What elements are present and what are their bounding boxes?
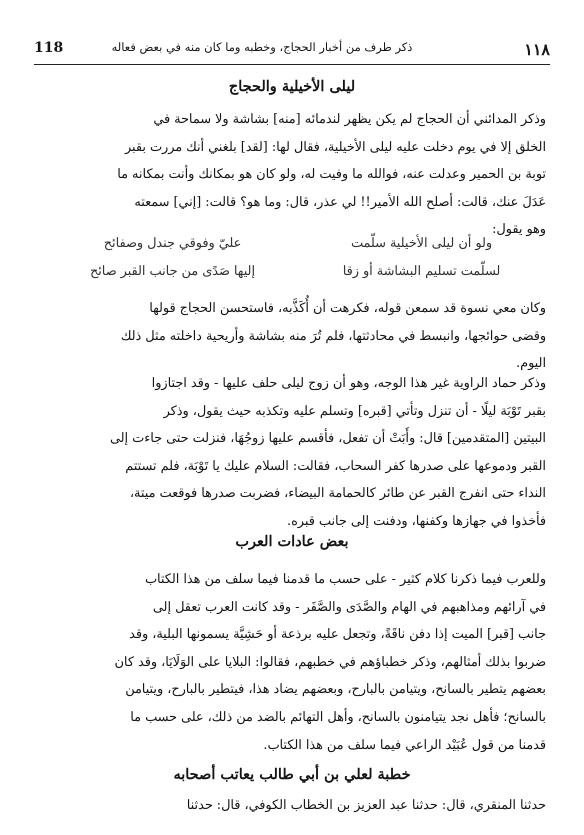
verse-line: [60, 236, 524, 258]
text-line: الخلق إلا في يوم دخلت عليه ليلى الأخيلية، فقال لها: [لقد] بلغني أنك مررت بقبر: [124, 139, 546, 155]
section-title-layla: ليلى الأخيلية والحجاج: [228, 78, 356, 95]
text-line: وللعرب فيما ذكرنا كلام كثير - على حسب ما قدمنا فيما سلف من هذا الكتاب: [144, 572, 546, 587]
page-header: [34, 34, 550, 65]
page-number-arabic: ١١٨: [524, 40, 550, 59]
text-line: في آرائهم ومذاهبهم في الهام والصَّدَى والصَّفَر - وقد كانت العرب تعقل إلى: [152, 599, 546, 615]
verse-second-hemistich: عليّ وفوقي جندل وصفائح: [103, 236, 242, 251]
text-line: فأخذوا في جهازها وكفنها، ودفنت إلى جانب قبره.: [287, 513, 546, 529]
verse-line: [60, 264, 524, 286]
text-line: ضربوا بذلك أمثالهم، وذكر خطباؤهم في خطبهم، فقالوا: البلايا على الوَلَايَا، وقد كان: [114, 654, 546, 670]
text-line: القبر ودموعها على صدرها كفر السحاب، فقالت: السلام عليك يا تَوْبَة، فلم تستتم: [125, 458, 546, 474]
text-line: جانب [قبر] الميت إذا دفن ناقَةً، وتجعل عليه برذعة أو حَشِيَّة يسمونها البلية، وقد: [129, 627, 546, 643]
text-line: حدثنا المنقري، قال: حدثنا عبد العزيز بن الخطاب الكوفي، قال: حدثنا: [186, 798, 546, 813]
text-line: بعضهم يتطير بالسانح، ويتيامن بالبارح، وبعضهم يضاد هذا، فيتطير بالبارح، ويتيامن: [125, 682, 546, 698]
paragraph-madaini: [38, 106, 546, 244]
text-line: عَدَلَ عنك، قالت: أصلح الله الأمير!! لي عذر، قال: وما هو؟ قالت: [إني] سمعته: [134, 194, 546, 210]
text-line: قدمنا من قول عُبَيْد الراعي فيما سلف من هذا الكتاب.: [263, 737, 546, 753]
paragraph-munqari: [38, 792, 546, 820]
text-line: وهو يقول:: [492, 222, 546, 238]
text-line: اليوم.: [516, 356, 546, 372]
page-number: 118: [34, 40, 64, 56]
paragraph-arab-customs: [38, 566, 546, 759]
text-line: وذكر حماد الراوية غير هذا الوجه، وهو أن زوج ليلى حلف عليها - وقد اجتازوا: [151, 376, 546, 391]
verse-first-hemistich: ولو أن ليلى الأخيلية سلّمت: [350, 236, 493, 251]
text-line: توبة بن الحمير وعدلت عنه، فوالله ما وفيت له، ولو كان هو بمكانك وأنت بمكانه ما: [117, 167, 546, 183]
text-line: وكان معي نسوة قد سمعن قوله، فكرهت أن أُكَذَّبه، فاستحسن الحجاج قولها: [149, 301, 546, 316]
running-title: ذكر طرف من أخبار الحجاج، وخطبه وما كان منه في بعض فعاله: [111, 40, 413, 54]
text-line: بقبر تَوْبَة ليلًا - أن تنزل وتأتي [قبره] وتسلم عليه وتكذبه حيث يقول، وذكر: [163, 403, 546, 419]
section-title-customs: بعض عادات العرب: [235, 533, 349, 550]
verse-first-hemistich: لسلّمت تسليم البشاشة أو زقا: [342, 264, 501, 279]
section-title-sermon: خطبة لعلي بن أبي طالب يعاتب أصحابه: [173, 766, 411, 783]
verse-second-hemistich: إليها صَدًى من جانب القبر صائح: [89, 264, 256, 279]
text-line: بالسانح؛ فأهل نجد يتيامنون بالسانح، وأهل التهائم بالضد من ذلك، على حسب ما: [130, 709, 546, 725]
text-line: وقضى حوائجها، وانبسط في محادثتها، فلم تُرَ منه بشاشة وأريحية داخلته مثل ذلك: [120, 328, 546, 344]
text-line: النداء حتى انفرج القبر عن طائر كالحمامة البيضاء، فضربت صدرها فوقعت ميتة،: [129, 486, 546, 502]
text-line: البيتين [المتقدمين] قال: وأَبَتْ أن تفعل، فأقسم عليها زوجُهَا، فنزلت حتى جاءت إلى: [109, 431, 546, 447]
text-line: وذكر المدائني أن الحجاج لم يكن يظهر لندمائه [منه] بشاشة ولا سماحة في: [153, 112, 546, 127]
paragraph-hammad: [38, 370, 546, 536]
paragraph-women: [38, 295, 546, 378]
